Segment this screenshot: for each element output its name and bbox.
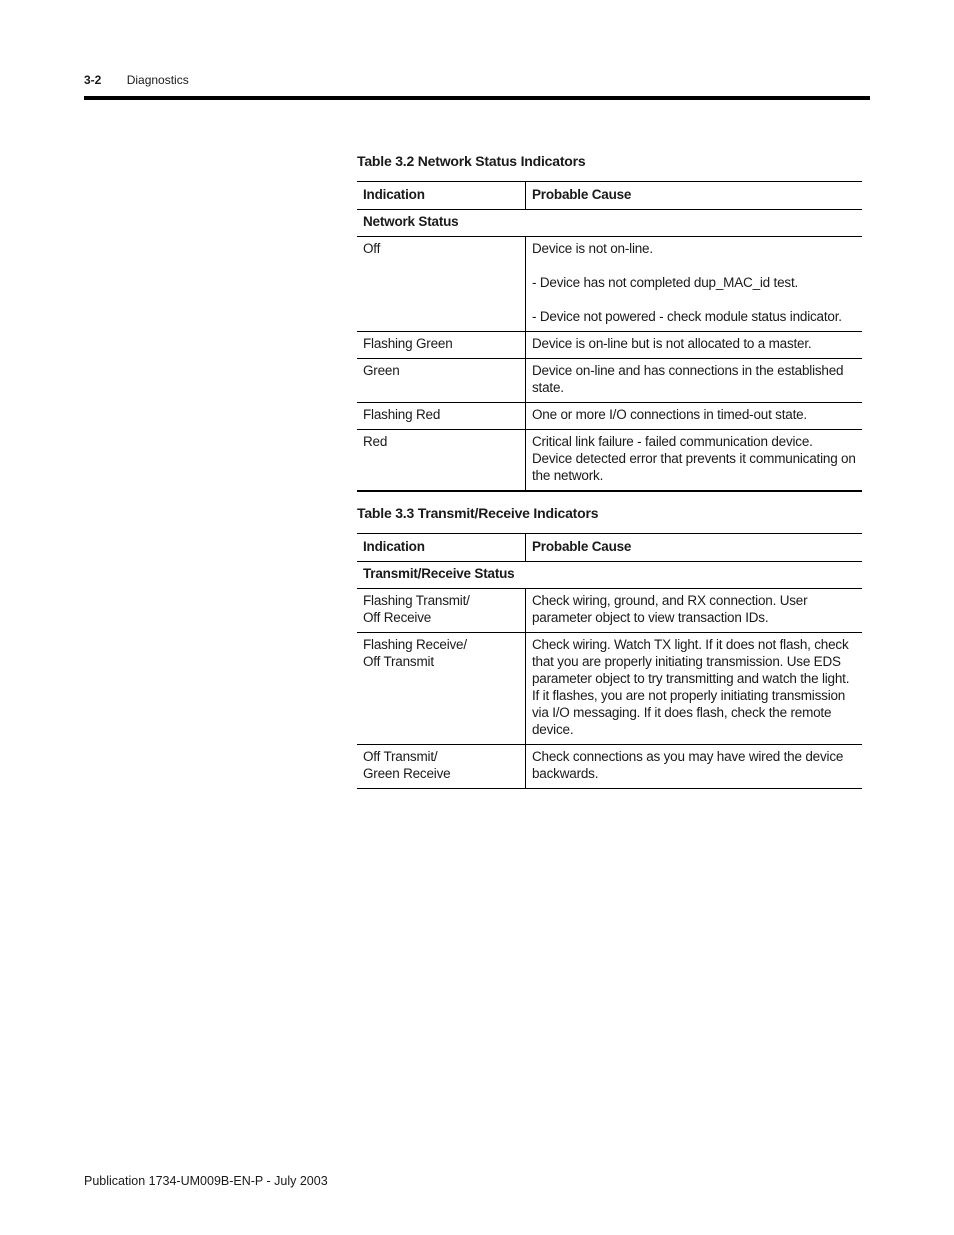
indication-line: Flashing Receive/ (363, 637, 467, 652)
table-row (357, 745, 862, 789)
cause-cell: Device is on-line but is not allocated to a master. (526, 332, 863, 359)
indication-line: Flashing Transmit/ (363, 593, 470, 608)
transmit-receive-table (357, 533, 862, 789)
section-label: Network Status (357, 210, 862, 237)
indication-line: Off Receive (363, 610, 432, 625)
indication-cell (357, 745, 526, 789)
table-header-row (357, 534, 862, 562)
indication-cell: Green (357, 359, 526, 403)
network-status-table (357, 181, 862, 492)
table2-caption: Table 3.3 Transmit/Receive Indicators (357, 505, 599, 521)
table-row (357, 589, 862, 633)
indication-line: Green Receive (363, 766, 451, 781)
cause-line: - Device has not completed dup_MAC_id test. (532, 275, 799, 290)
col-cause-header: Probable Cause (526, 534, 863, 562)
page-number: 3-2 (84, 73, 102, 87)
indication-cell (357, 589, 526, 633)
indication-line: Off Transmit (363, 654, 434, 669)
section-row (357, 210, 862, 237)
table-row (357, 237, 862, 332)
cause-cell: Check wiring, ground, and RX connection. User parameter object to view transaction IDs. (526, 589, 863, 633)
cause-cell: Device on-line and has connections in the established state. (526, 359, 863, 403)
table-header-row (357, 182, 862, 210)
cause-cell: Check wiring. Watch TX light. If it does not flash, check that you are properly initiating transmission. Use EDS parameter object to try transmitting and watch the light. If it flashes, you are not properly initiating transmission via I/O messaging. If it does flash, check the remote device. (526, 633, 863, 745)
cause-line: Device is not on-line. (532, 241, 653, 256)
table-row (357, 633, 862, 745)
col-indication-header: Indication (357, 534, 526, 562)
indication-cell: Red (357, 430, 526, 492)
indication-cell (357, 633, 526, 745)
section-title: Diagnostics (126, 73, 189, 87)
section-row (357, 562, 862, 589)
indication-cell: Off (357, 237, 526, 332)
running-header (84, 73, 189, 87)
col-indication-header: Indication (357, 182, 526, 210)
cause-cell: One or more I/O connections in timed-out state. (526, 403, 863, 430)
indication-line: Off Transmit/ (363, 749, 438, 764)
cause-cell: Check connections as you may have wired the device backwards. (526, 745, 863, 789)
indication-cell: Flashing Green (357, 332, 526, 359)
cause-line: - Device not powered - check module status indicator. (532, 309, 842, 324)
section-label: Transmit/Receive Status (357, 562, 862, 589)
table-row (357, 332, 862, 359)
col-cause-header: Probable Cause (526, 182, 863, 210)
header-rule (84, 96, 870, 100)
table1-caption: Table 3.2 Network Status Indicators (357, 153, 586, 169)
table-row (357, 359, 862, 403)
cause-cell: Critical link failure - failed communication device. Device detected error that prevents it communicating on the network. (526, 430, 863, 492)
table-row (357, 430, 862, 492)
publication-footer: Publication 1734-UM009B-EN-P - July 2003 (84, 1174, 328, 1188)
indication-cell: Flashing Red (357, 403, 526, 430)
cause-cell (526, 237, 863, 332)
table-row (357, 403, 862, 430)
